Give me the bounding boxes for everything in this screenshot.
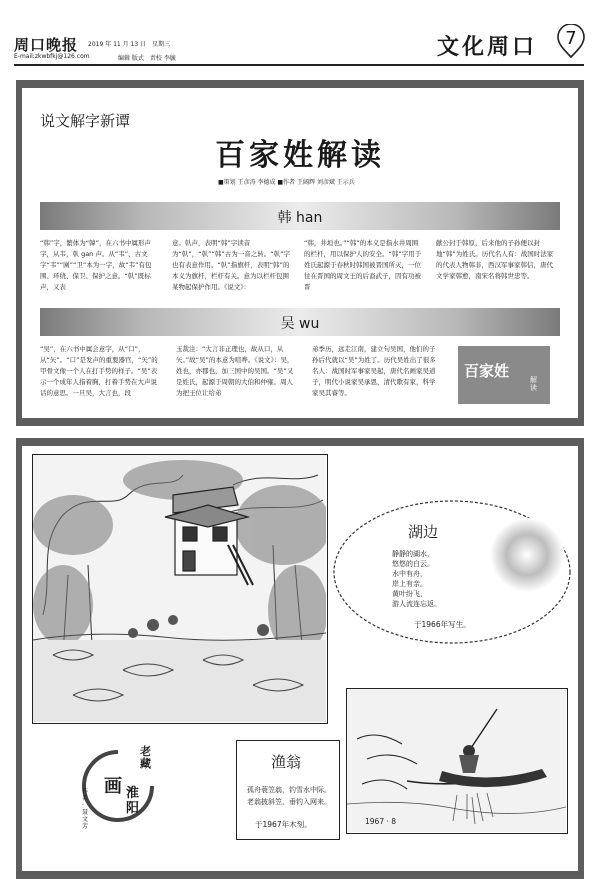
byline: ■策划 王彦涛 李德成 ■作者 王阔辉 刘彦斌 王示兵 [218, 179, 355, 186]
poem-line: 静静的湖水， [392, 550, 434, 558]
poem-line: 游人流连忘返。 [392, 600, 441, 608]
poem-ellipse-hubian [330, 497, 575, 647]
section-heading-band-wu [40, 308, 560, 336]
han-column-1: “韩”字，繁体为“韓”，在六书中属形声字，从韦，倝 gan 声。从“韦”，古文字“韦”“圍”“卫”本为一字，故“韦”有包围、环绕、保卫、保护之意。“倝”既标声，又表 [40, 239, 152, 291]
poem-line: 岸上有亲。 [392, 580, 427, 588]
laocang-huaiyang-seal [68, 742, 168, 830]
han-column-3: “韩，井垣也。”“韩”的本义是指水井周围的栏杆，用以保护人的安全。“韩”字用于姓氏起源于春秋时韩国被晋国所灭，一位往在晋国的周文王的后裔武子，因有功被晋 [304, 239, 422, 291]
poem-line: 孤舟蓑笠翁，钓雪水中际。 [247, 786, 331, 794]
poem-line: 悠悠的白云。 [392, 560, 434, 568]
han-column-4: 献公封于韩原，后来他的子孙便以封地“韩”为姓氏。历代名人有：战国时法家的代表人物韩非，西汉军事家韩信，唐代文学家韩愈，南宋名将韩世忠等。 [436, 239, 554, 280]
page-number: 7 [565, 28, 577, 49]
poem-note-hubian: 于1966年写生。 [414, 620, 471, 629]
section-heading-band-han [40, 202, 560, 230]
page-number-badge [556, 24, 586, 58]
seal-char-laocang: 老藏 [140, 745, 151, 770]
sun-burst [490, 518, 564, 592]
seal-char-huaiyang: 淮阳 [126, 786, 140, 816]
baijiaxing-stamp [458, 346, 550, 404]
fisherman-woodcut [346, 688, 568, 834]
lakeside-sketch [32, 454, 328, 724]
poem-line: 老翁披斜笠，垂钓入网来。 [247, 798, 331, 806]
lakeside-sketch-art [33, 455, 326, 722]
stamp-text: 百家姓 [464, 362, 510, 380]
date-line: 2019 年 11 月 13 日 星期三 [88, 41, 171, 48]
poem-note-yuweng: 于1967年木刻。 [255, 820, 312, 829]
editor-line: 编辑 版式 责校 李毓 [118, 55, 176, 62]
poem-title-hubian: 湖边 [408, 523, 439, 541]
seal-char-hua: 画 [104, 776, 122, 797]
wu-column-2: 玉裁注：“大言非正理也，故从口，从矢。”故“吴”的本意为喧哗。《说文》：吴，姓也，亦郡也，加三国中的吴国。“吴”又是姓氏，起源于周朝的大伯和仲雍。周人为把王位让给弟 [176, 345, 294, 397]
seal-author: 作者 · 聂文芳 [82, 788, 89, 830]
wu-column-1: “吴”，在六书中属会意字，从“口”，从“矢”。“口”是发声的重要器官，“矢”的甲骨文像一个人在打手势的样子。“吴”表示一个成年人指着胸，打着手势在大声说话的意思。一旦吴，大言也，段 [40, 345, 158, 397]
section-heading-wu: 吴 wu [280, 316, 320, 332]
paper-name: 周口晚报 [14, 36, 79, 54]
section-heading-han: 韩 han [277, 210, 323, 226]
wu-column-3: 弟季历，远走江南，建立句吴国，他们的子孙后代就以“吴”为姓了。历代吴姓出了很多名人：战国时军事家吴起，唐代名画家吴道子，明代小说家吴承恩，清代歌有家，科学家吴其睿等。 [312, 345, 436, 397]
masthead-rule [14, 64, 584, 66]
column-name: 说文解字新谭 [40, 112, 131, 130]
poem-box-yuweng [236, 740, 340, 840]
article-title: 百家姓解读 [215, 138, 385, 173]
fisherman-woodcut-art [347, 689, 566, 832]
stamp-subtext: 解读 [530, 376, 537, 392]
section-title: 文化周口 [437, 34, 538, 60]
woodcut-caption: 1967 · 8 [365, 817, 397, 826]
poem-line: 黄叶纷飞， [392, 590, 427, 598]
han-column-2: 意。倝声，表明“韩”字读音为“倝”，“倝”“韩”古为一音之转。“倝”字也有表意作用。“倝”指旗杆，表明“韩”的本义为旗杆，栏杆有关。意为以栏杆包围某物起保护作用。《说文》： [172, 239, 290, 291]
email-line: E-mail:zkwbfkj@126.com [14, 53, 90, 60]
poem-line: 水中有舟， [392, 570, 427, 578]
poem-title-yuweng: 渔翁 [271, 753, 302, 771]
